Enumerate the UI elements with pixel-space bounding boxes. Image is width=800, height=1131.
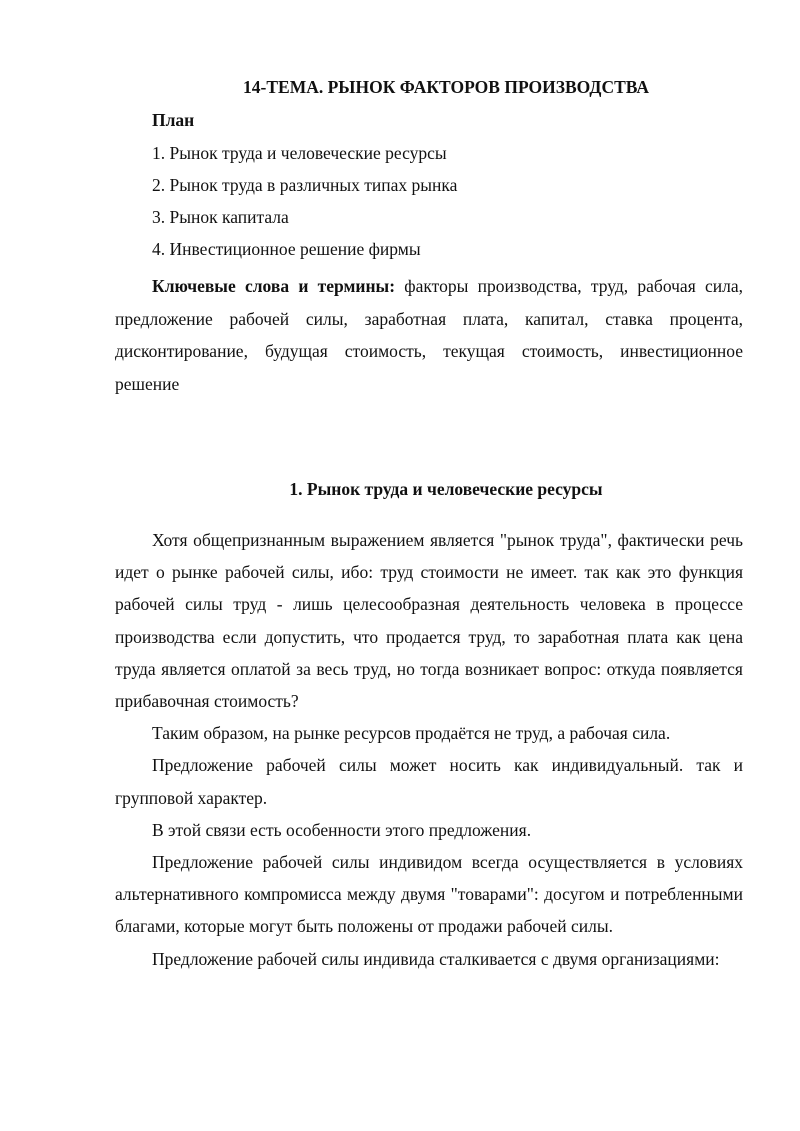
document-title: 14-ТЕМА. РЫНОК ФАКТОРОВ ПРОИЗВОДСТВА xyxy=(243,77,649,97)
paragraph: Предложение рабочей силы индивида сталкивается с двумя организациями: xyxy=(152,948,720,969)
keywords-paragraph xyxy=(115,270,743,400)
section-body xyxy=(115,524,743,975)
paragraph: Хотя общепризнанным выражением является "рынок труда", фактически речь идет о рынке рабочей силы, ибо: труд стоимости не имеет. так как это функция рабочей силы труд - лишь целесообразная деятельность человека в процессе производства если допустить, что продается труд, то заработная плата как цена труда является оплатой за весь труд, но тогда возникает вопрос: откуда появляется прибавочная стоимость? xyxy=(115,530,743,712)
plan-heading: План xyxy=(152,110,195,130)
keywords-label: Ключевые слова и термины: xyxy=(152,276,396,296)
plan-item-3: 3. Рынок капитала xyxy=(152,207,289,227)
paragraph: В этой связи есть особенности этого предложения. xyxy=(152,819,532,840)
plan-item-2: 2. Рынок труда в различных типах рынка xyxy=(152,175,458,195)
paragraph: Предложение рабочей силы индивидом всегда осуществляется в условиях альтернативного компромисса между двумя "товарами": досугом и потребленными благами, которые могут быть положены от продажи рабочей силы. xyxy=(115,852,743,937)
keywords-text: факторы производства, труд, рабочая сила, предложение рабочей силы, заработная плата, капитал, ставка процента, дисконтирование, будущая стоимость, текущая стоимость, инвестиционное решение xyxy=(115,276,744,394)
paragraph: Таким образом, на рынке ресурсов продаётся не труд, а рабочая сила. xyxy=(152,723,671,744)
plan-item-1: 1. Рынок труда и человеческие ресурсы xyxy=(152,143,447,163)
section-heading: 1. Рынок труда и человеческие ресурсы xyxy=(289,479,603,499)
paragraph: Предложение рабочей силы может носить как индивидуальный. так и групповой характер. xyxy=(115,755,743,808)
plan-item-4: 4. Инвестиционное решение фирмы xyxy=(152,239,421,259)
